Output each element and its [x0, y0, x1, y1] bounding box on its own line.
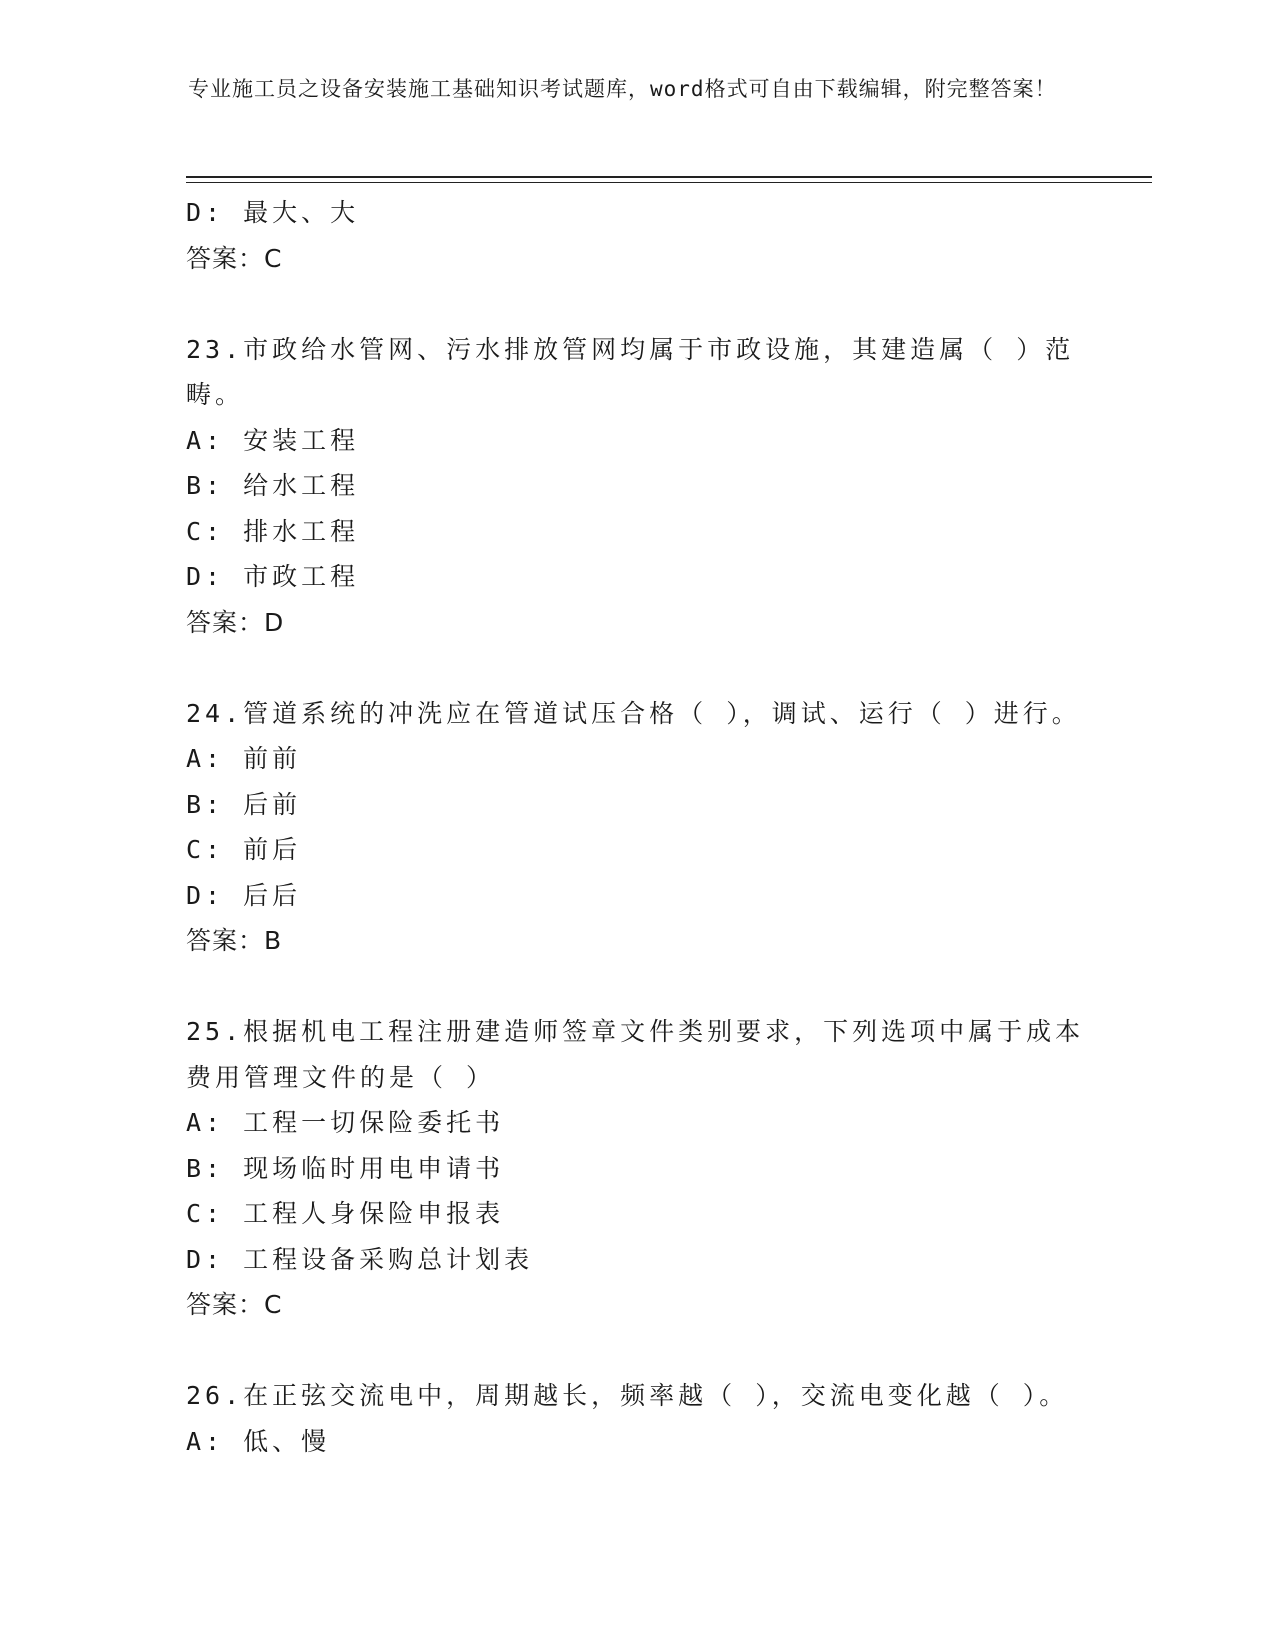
question-stem: 23.市政给水管网、污水排放管网均属于市政设施，其建造属（ ）范畴。 — [186, 334, 1075, 409]
option-d: D: 后后 — [186, 880, 302, 910]
question-list — [186, 190, 1086, 1464]
header-rule-thin — [186, 182, 1152, 183]
option-d: D: 最大、大 — [186, 198, 360, 227]
question-stem: 26.在正弦交流电中，周期越长，频率越（ ），交流电变化越（ ）。 — [186, 1381, 1069, 1410]
question-24 — [186, 691, 1086, 964]
document-header: 专业施工员之设备安装施工基础知识考试题库，word格式可自由下载编辑，附完整答案！ — [188, 77, 1057, 101]
answer-line: 答案：D — [186, 607, 285, 637]
header-rule-thick — [186, 176, 1152, 178]
question-stem: 24.管道系统的冲洗应在管道试压合格（ ），调试、运行（ ）进行。 — [186, 698, 1081, 728]
question-25 — [186, 1009, 1086, 1328]
option-b: B: 后前 — [186, 789, 302, 819]
question-26 — [186, 1373, 1086, 1464]
option-b: B: 给水工程 — [186, 471, 360, 500]
option-b: B: 现场临时用电申请书 — [186, 1153, 505, 1183]
option-c: C: 前后 — [186, 835, 302, 864]
option-a: A: 工程一切保险委托书 — [186, 1108, 505, 1137]
answer-line: 答案：C — [186, 243, 283, 273]
spacer — [186, 281, 1086, 327]
spacer — [186, 1328, 1086, 1374]
answer-line: 答案：B — [186, 926, 283, 955]
option-a: A: 前前 — [186, 744, 302, 773]
option-a: A: 低、慢 — [186, 1426, 331, 1456]
option-a: A: 安装工程 — [186, 425, 360, 455]
option-c: C: 排水工程 — [186, 516, 360, 546]
previous-question-tail — [186, 190, 1086, 281]
question-stem: 25.根据机电工程注册建造师签章文件类别要求，下列选项中属于成本费用管理文件的是（ ） — [186, 1017, 1085, 1092]
spacer — [186, 645, 1086, 691]
option-c: C: 工程人身保险申报表 — [186, 1199, 505, 1228]
option-d: D: 市政工程 — [186, 562, 360, 591]
option-d: D: 工程设备采购总计划表 — [186, 1244, 534, 1274]
question-23 — [186, 327, 1086, 646]
answer-line: 答案：C — [186, 1290, 283, 1319]
spacer — [186, 964, 1086, 1010]
